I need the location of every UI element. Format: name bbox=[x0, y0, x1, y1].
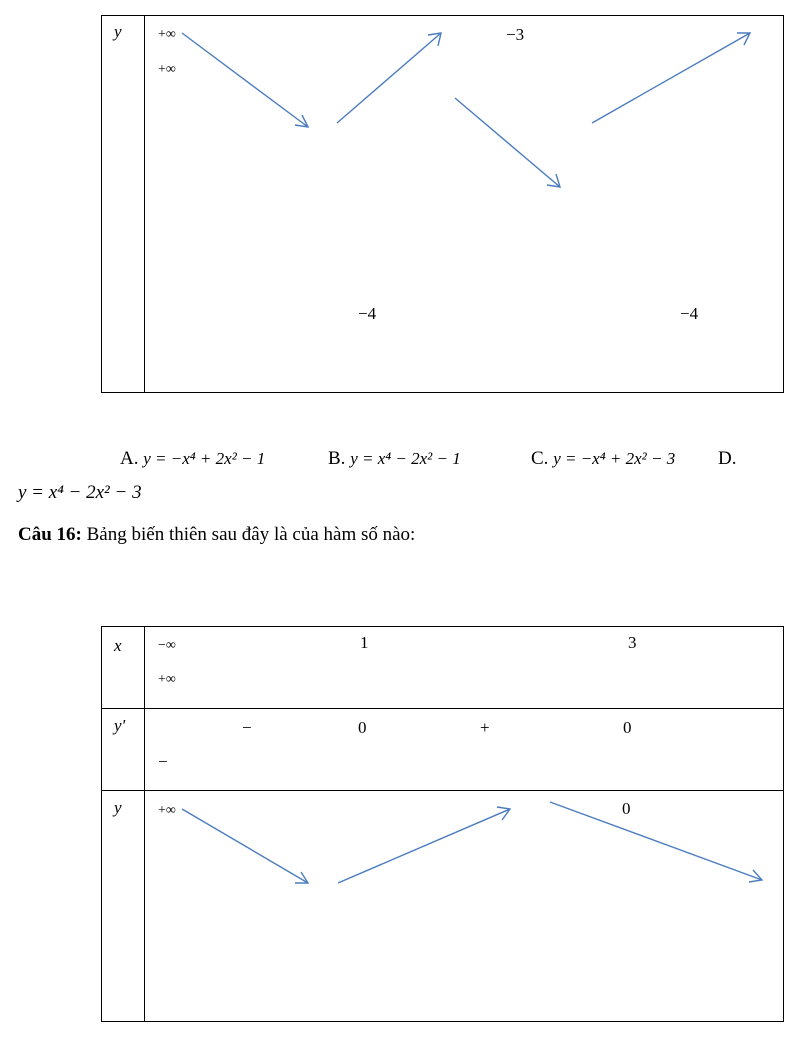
table2-arrow-down-1 bbox=[182, 809, 308, 883]
question-16-text: Bảng biến thiên sau đây là của hàm số nào: bbox=[81, 524, 416, 545]
option-b-label: B. bbox=[328, 448, 346, 469]
option-a-expr: y = −x⁴ + 2x² − 1 bbox=[143, 449, 266, 468]
table2-x-3: 3 bbox=[628, 633, 637, 652]
option-d-expr[interactable]: y = x⁴ − 2x² − 3 bbox=[18, 482, 142, 503]
table1-value-plus-inf-2: +∞ bbox=[158, 62, 176, 77]
table2-yprime-label: y' bbox=[114, 716, 126, 735]
table2-yprime-sign-1: − bbox=[242, 718, 252, 737]
table1-value-minus-4-right: −4 bbox=[680, 304, 699, 323]
option-c-label: C. bbox=[531, 448, 549, 469]
table2-yprime-sign-2: + bbox=[480, 718, 490, 737]
option-b-expr: y = x⁴ − 2x² − 1 bbox=[350, 449, 461, 468]
table2-x-label: x bbox=[114, 636, 122, 655]
table1-y-label: y bbox=[114, 22, 122, 41]
table2-yprime-zero-2: 0 bbox=[623, 718, 632, 737]
table2-x-1: 1 bbox=[360, 633, 369, 652]
table2-yprime-sign-3: − bbox=[158, 752, 168, 771]
table2-y-plus-inf: +∞ bbox=[158, 803, 176, 818]
table2-yprime-zero-1: 0 bbox=[358, 718, 367, 737]
table1-value-minus-4-left: −4 bbox=[358, 304, 377, 323]
table2-y-label: y bbox=[114, 798, 122, 817]
table2-arrow-up-1 bbox=[338, 807, 510, 883]
table2-x-plus-inf: +∞ bbox=[158, 672, 176, 687]
table2-arrow-down-2 bbox=[550, 802, 762, 882]
table1-value-minus-3: −3 bbox=[506, 25, 525, 44]
table2-x-minus-inf: −∞ bbox=[158, 638, 176, 653]
question-16-number: Câu 16: bbox=[18, 524, 82, 545]
table1-value-plus-inf-1: +∞ bbox=[158, 27, 176, 42]
table2-y-zero: 0 bbox=[622, 799, 631, 818]
option-a-label: A. bbox=[120, 448, 139, 469]
option-d-label[interactable]: D. bbox=[718, 448, 737, 469]
option-c-expr: y = −x⁴ + 2x² − 3 bbox=[553, 449, 676, 468]
